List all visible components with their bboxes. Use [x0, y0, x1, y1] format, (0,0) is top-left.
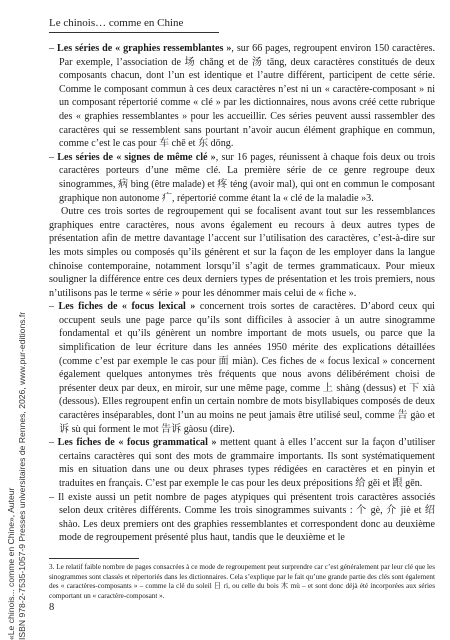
item-text: mettent quant à elles l’accent sur la façon d’utiliser certains caractères qui sont des mots de grammaire importants. Ils sont systématiquement mis en situation dans une ou deux phrases types rédigées en caractères et en pinyin et traduites en français. C’est par exemple le cas pour les deux prépositions 给 gěi et 跟 gēn.	[59, 437, 435, 489]
header-rule	[49, 32, 219, 33]
paragraph-graphies-ressemblantes	[49, 42, 435, 151]
paragraph-pages-atypiques	[49, 491, 435, 545]
item-dash: –	[49, 437, 58, 449]
paragraph-focus-lexical	[49, 300, 435, 436]
item-dash: –	[49, 301, 59, 313]
item-dash: –	[49, 43, 57, 54]
item-dash: –	[49, 491, 58, 503]
running-head	[49, 17, 429, 29]
footnote-rule	[49, 558, 139, 559]
item-text: Il existe aussi un petit nombre de pages atypiques qui présentent trois caractères associés selon deux critères différents. Comme les trois sinogrammes suivants : 个 gè, 介 jiè et 绍 shào. Les deux premiers ont des graphies ressemblantes et correspondent donc au deuxième mode de regroupement présenté plus haut, tandis que le deuxième et le	[58, 491, 435, 544]
item-text: , sur 66 pages, regroupent environ 150 caractères. Par exemple, l’association de 场 chǎng et de 汤 tāng, deux caractères constitués de deux composants chacun, dont l’un est identique et l’autre différent, participent de cette série. Comme le composant commun à ces deux caractères n’est ni un « caractère-composant » ni un composant répertorié comme « clé » par les dictionnaires, nous avons créé cette rubrique des « graphies ressemblantes » pour les accueillir. Ces séries peuvent aussi rassembler des caractères qui se ressemblent sans pourtant n’avoir aucun élément graphique en commun, comme c’est le cas pour 车 chē et 东 dōng.	[59, 43, 435, 150]
item-heading: Les fiches de « focus lexical »	[58, 301, 196, 313]
body-text	[49, 42, 435, 545]
item-heading: Les fiches de « focus grammatical »	[57, 437, 217, 449]
page-number: 8	[49, 602, 55, 613]
item-heading: Les séries de « graphies ressemblantes »	[56, 43, 232, 54]
item-text: , sur 16 pages, réunissent à chaque fois deux ou trois caractères porteurs d’une même clé. La première série de ce genre regroupe deux sinogrammes, 病 bìng (être malade) et 疼 téng (avoir mal), qui ont en commun le composant graphique non autonome 疒, répertorié comme étant la « clé de la maladie »3.	[59, 151, 435, 204]
paragraph-outre: Outre ces trois sortes de regroupement qui se focalisent avant tout sur les ressemblances graphiques entre caractères, nous avons également eu recours à deux autres types de présentation afin de mettre davantage l’accent sur l’utilisation des caractères, c’est-à-dire sur les mots simples ou composés qu’ils génèrent et sur la façon de les employer dans la langue chinoise contemporaine, notamment lorsqu’il s’agit de termes grammaticaux. Pour mieux souligner la différence entre ces deux derniers types de présentation et les trois premiers, nous n’utilisons pas le terme « série » pour les dénommer mais celui de « fiche ».	[49, 206, 435, 299]
item-dash: –	[49, 151, 58, 163]
running-title: Le chinois… comme en Chine	[49, 17, 184, 29]
paragraph-focus-grammatical	[49, 436, 435, 490]
item-heading: Les séries de « signes de même clé »	[57, 151, 216, 163]
side-note-line-1: «Le chinois... comme en Chine», Auteur	[6, 487, 16, 640]
side-copyright-note	[6, 210, 28, 640]
footnote: 3. Le relatif faible nombre de pages consacrées à ce mode de regroupement peut surprendre car c’est généralement par leur clé que les sinogrammes sont classés et répertoriés dans les dictionnaires. Cela s’explique par le fait qu’une grande partie des clés sont également des « caractères-composants » – comme la clé du soleil 日 rì, ou celle du bois 木 mù – et sont donc déjà été incorporées aux séries comportant un « caractère-composant ».	[49, 563, 435, 600]
item-text: concernent trois sortes de caractères. D’abord ceux qui occupent seuls une page parce qu’ils sont difficiles à associer à un autre sinogramme fondamental et qu’ils génèrent un nombre important de mots usuels, ou parce que la simplification de leur écriture dans les années 1950 mérite des explications détaillées (comme c’est par exemple le cas pour 面 miàn). Ces fiches de « focus lexical » concernent également quelques antonymes très fréquents que nous avons délibérément choisi de présenter deux par deux, en miroir, sur une même page, comme 上 shàng (dessus) et 下 xià (dessous). Elles regroupent enfin un certain nombre de mots bisyllabiques composés de deux caractères inséparables, dont l’un au moins ne peut jamais être utilisé seul, comme 告 gào et 诉 sù qui forment le mot 告诉 gàosu (dire).	[59, 301, 435, 435]
side-note-line-2: ISBN 978-2-7535-1057-9 Presses universitaires de Rennes, 2026, www.pur-editions.fr	[17, 311, 27, 640]
paragraph-signes-meme-cle	[49, 151, 435, 205]
